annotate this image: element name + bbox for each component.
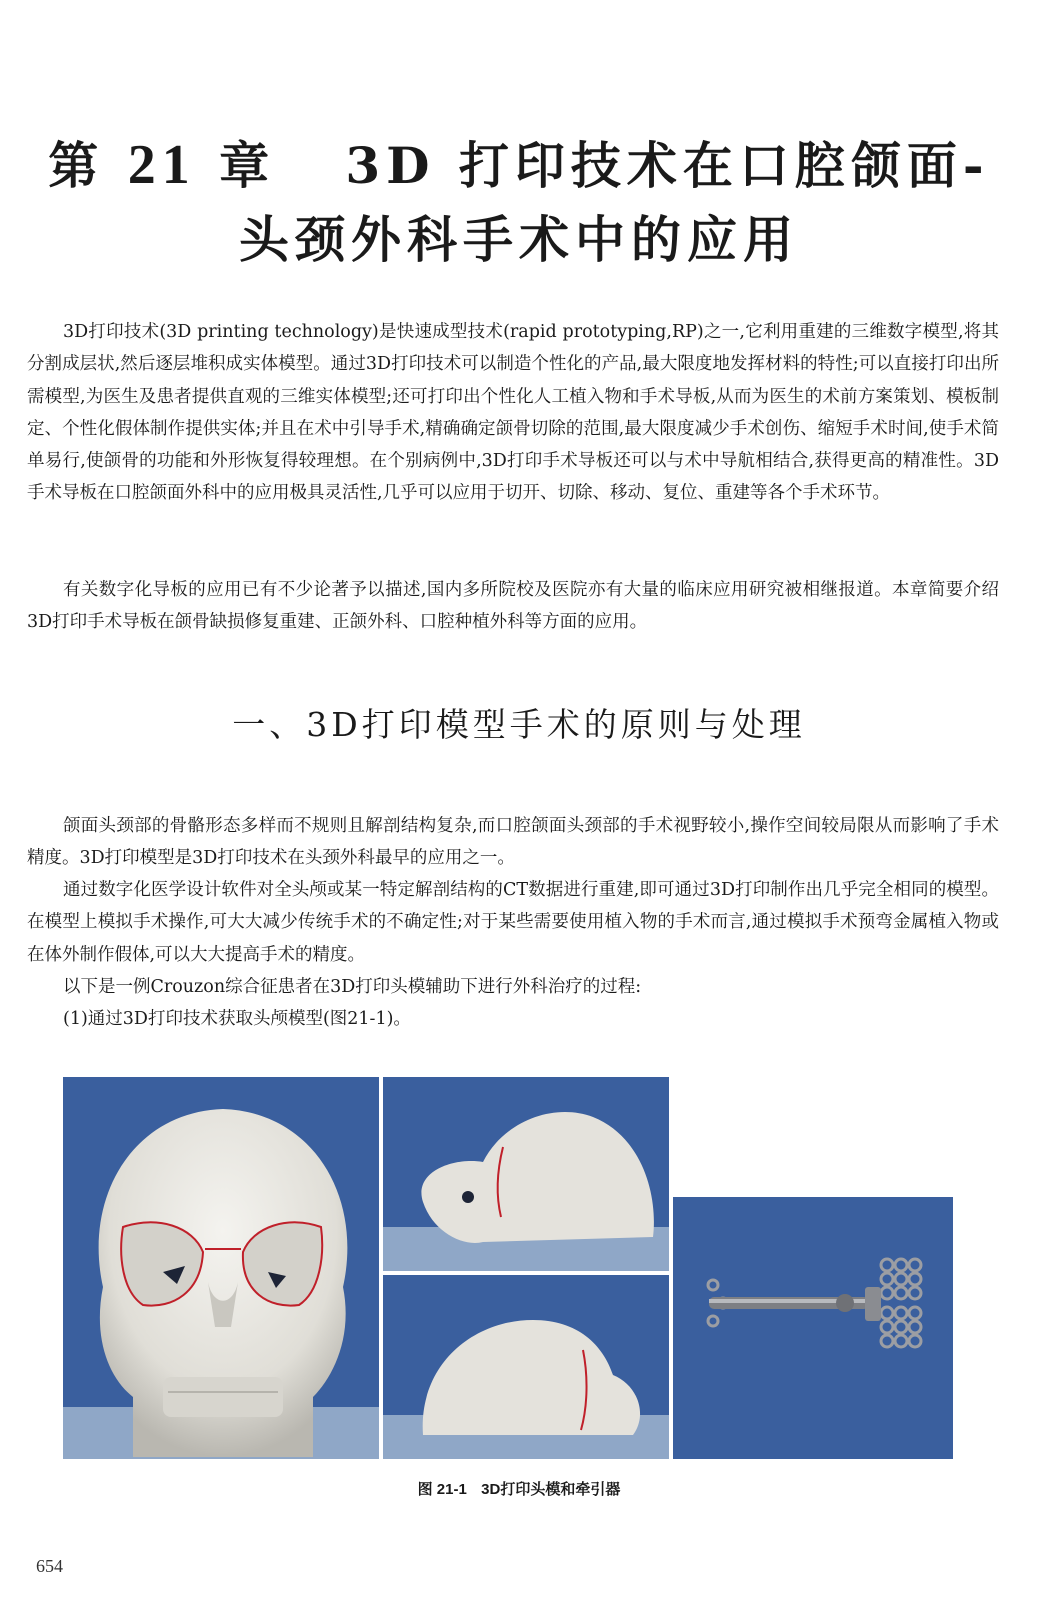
chapter-title-line-2: 头颈外科手术中的应用 xyxy=(239,210,799,269)
skull-lateral-photo-lower xyxy=(383,1275,669,1459)
intro-paragraph-2: 有关数字化导板的应用已有不少论著予以描述,国内多所院校及医院亦有大量的临床应用研究被相继报道。本章简要介绍3D打印手术导板在颌骨缺损修复重建、正颌外科、口腔种植外科等方面的应用。 xyxy=(27,580,999,633)
figure-21-1 xyxy=(63,1077,953,1459)
skull-lateral-photo-upper xyxy=(383,1077,669,1271)
intro-paragraph-1: 3D打印技术(3D printing technology)是快速成型技术(rapid prototyping,RP)之一,它利用重建的三维数字模型,将其分割成层状,然后逐层堆积成实体模型。通过3D打印技术可以制造个性化的产品,最大限度地发挥材料的特性;可以直接打印出所需模型,为医生及患者提供直观的三维实体模型;还可打印出个性化人工植入物和手术导板,从而为医生的术前方案策划、模板制定、个性化假体制作提供实体;并且在术中引导手术,精确确定颌骨切除的范围,最大限度减少手术创伤、缩短手术时间,使手术简单易行,使颌骨的功能和外形恢复得较理想。在个别病例中,3D打印手术导板还可以与术中导航相结合,获得更高的精准性。3D手术导板在口腔颌面外科中的应用极具灵活性,几乎可以应用于切开、切除、移动、复位、重建等各个手术环节。 xyxy=(27,322,999,504)
section-heading: 一、3D打印模型手术的原则与处理 xyxy=(232,705,806,744)
section-paragraph-2: 通过数字化医学设计软件对全头颅或某一特定解剖结构的CT数据进行重建,即可通过3D打印制作出几乎完全相同的模型。在模型上模拟手术操作,可大大减少传统手术的不确定性;对于某些需要使用植入物的手术而言,通过模拟手术预弯金属植入物或在体外制作假体,可以大大提高手术的精度。 xyxy=(27,880,999,965)
distractor-photo xyxy=(673,1077,953,1459)
chapter-title xyxy=(0,128,1038,277)
section-paragraph-3: 以下是一例Crouzon综合征患者在3D打印头模辅助下进行外科治疗的过程: xyxy=(63,977,642,997)
figure-caption-text: 3D打印头模和牵引器 xyxy=(481,1481,621,1498)
figure-caption xyxy=(0,1478,1038,1501)
page-number: 654 xyxy=(36,1556,63,1576)
figure-caption-label: 图 21-1 xyxy=(417,1481,467,1498)
section-paragraph-4: (1)通过3D打印技术获取头颅模型(图21-1)。 xyxy=(63,1009,411,1029)
skull-front-photo xyxy=(63,1077,379,1459)
section-paragraph-1: 颌面头颈部的骨骼形态多样而不规则且解剖结构复杂,而口腔颌面头颈部的手术视野较小,操作空间较局限从而影响了手术精度。3D打印模型是3D打印技术在头颈外科最早的应用之一。 xyxy=(27,816,999,869)
chapter-title-line-1: 第 21 章 3D 打印技术在口腔颌面- xyxy=(48,134,990,196)
